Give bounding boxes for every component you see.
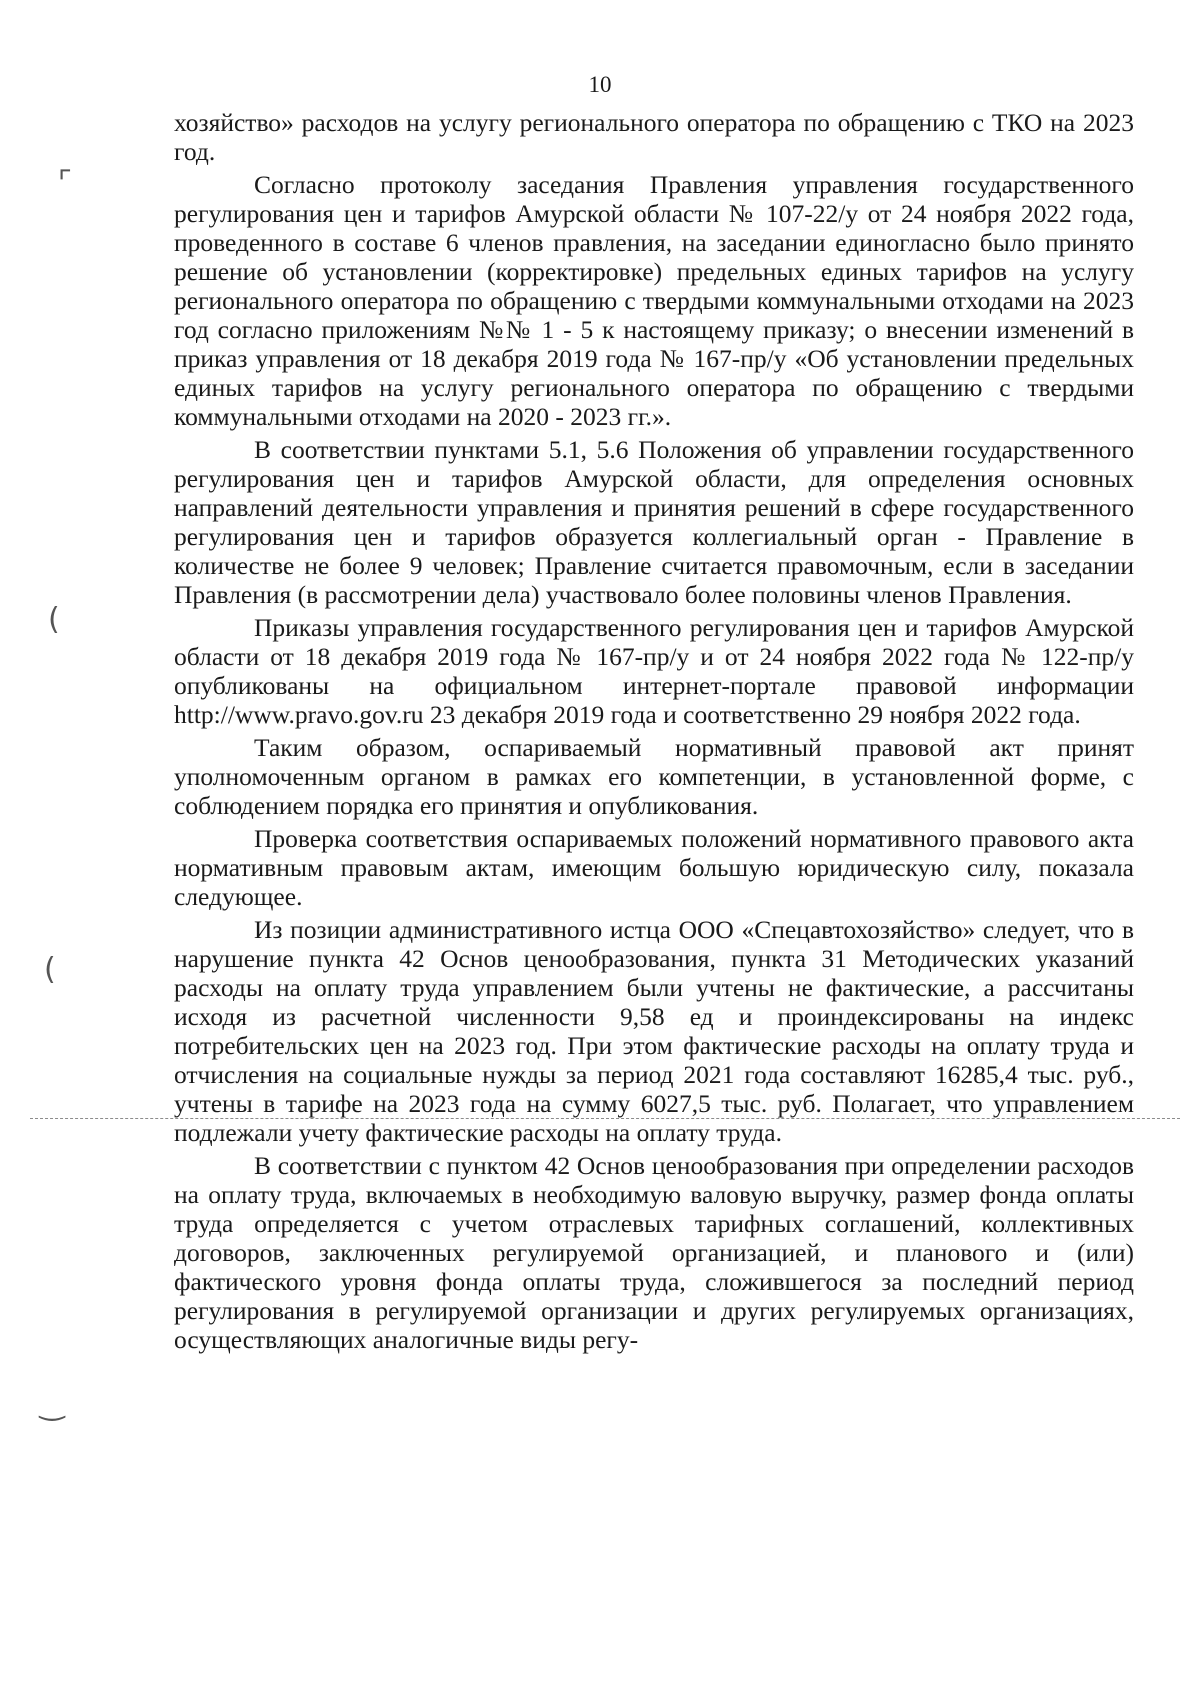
paragraph: Согласно протоколу заседания Правления управления государственного регулирования цен и тарифов Амурской области № 107-22/у от 24 ноября 2022 года, проведенного в составе 6 членов правления, на заседании единогласно было принято решение об установлении (корректировке) предельных единых тарифов на услугу регионального оператора по обращению с твердыми коммунальными отходами на 2023 год согласно приложениям №№ 1 - 5 к настоящему приказу; о внесении изменений в приказ управления от 18 декабря 2019 года № 167-пр/у «Об установлении предельных единых тарифов на услугу регионального оператора по обращению с твердыми коммунальными отходами на 2020 - 2023 гг.». (174, 170, 1134, 431)
paragraph: хозяйство» расходов на услугу регионального оператора по обращению с ТКО на 2023 год. (174, 108, 1134, 166)
paragraph: Из позиции административного истца ООО «Спецавтохозяйство» следует, что в нарушение пункта 42 Основ ценообразования, пункта 31 Методических указаний расходы на оплату труда управлением были учтены не фактические, а рассчитаны исходя из расчетной численности 9,58 ед и проиндексированы на индекс потребительских цен на 2023 год. При этом фактические расходы на оплату труда и отчисления на социальные нужды за период 2021 года составляют 16285,4 тыс. руб., учтены в тарифе на 2023 года на сумму 6027,5 тыс. руб. Полагает, что управлением подлежали учету фактические расходы на оплату труда. (174, 915, 1134, 1147)
paragraph: Проверка соответствия оспариваемых положений нормативного правового акта нормативным правовым актам, имеющим большую юридическую силу, показала следующее. (174, 824, 1134, 911)
margin-mark-icon: ‿ (40, 1387, 65, 1422)
margin-mark-icon: ⌜ (58, 165, 73, 200)
margin-mark-icon: ( (48, 602, 60, 637)
margin-mark-icon: ( (44, 952, 56, 987)
paragraph: В соответствии пунктами 5.1, 5.6 Положения об управлении государственного регулирования цен и тарифов Амурской области, для определения основных направлений деятельности управления и принятия решений в сфере государственного регулирования цен и тарифов образуется коллегиальный орган - Правление в количестве не более 9 человек; Правление считается правомочным, если в заседании Правления (в рассмотрении дела) участвовало более половины членов Правления. (174, 435, 1134, 609)
document-body (174, 108, 1134, 1358)
paragraph: Приказы управления государственного регулирования цен и тарифов Амурской области от 18 декабря 2019 года № 167-пр/у и от 24 ноября 2022 года № 122-пр/у опубликованы на официальном интернет-портале правовой информации http://www.pravo.gov.ru 23 декабря 2019 года и соответственно 29 ноября 2022 года. (174, 613, 1134, 729)
paragraph: В соответствии с пунктом 42 Основ ценообразования при определении расходов на оплату труда, включаемых в необходимую валовую выручку, размер фонда оплаты труда определяется с учетом отраслевых тарифных соглашений, коллективных договоров, заключенных регулируемой организацией, и планового и (или) фактического уровня фонда оплаты труда, сложившегося за последний период регулирования в регулируемой организации и других регулируемых организациях, осуществляющих аналогичные виды регу- (174, 1151, 1134, 1354)
page-number: 10 (588, 72, 612, 97)
paragraph: Таким образом, оспариваемый нормативный правовой акт принят уполномоченным органом в рамках его компетенции, в установленной форме, с соблюдением порядка его принятия и опубликования. (174, 733, 1134, 820)
